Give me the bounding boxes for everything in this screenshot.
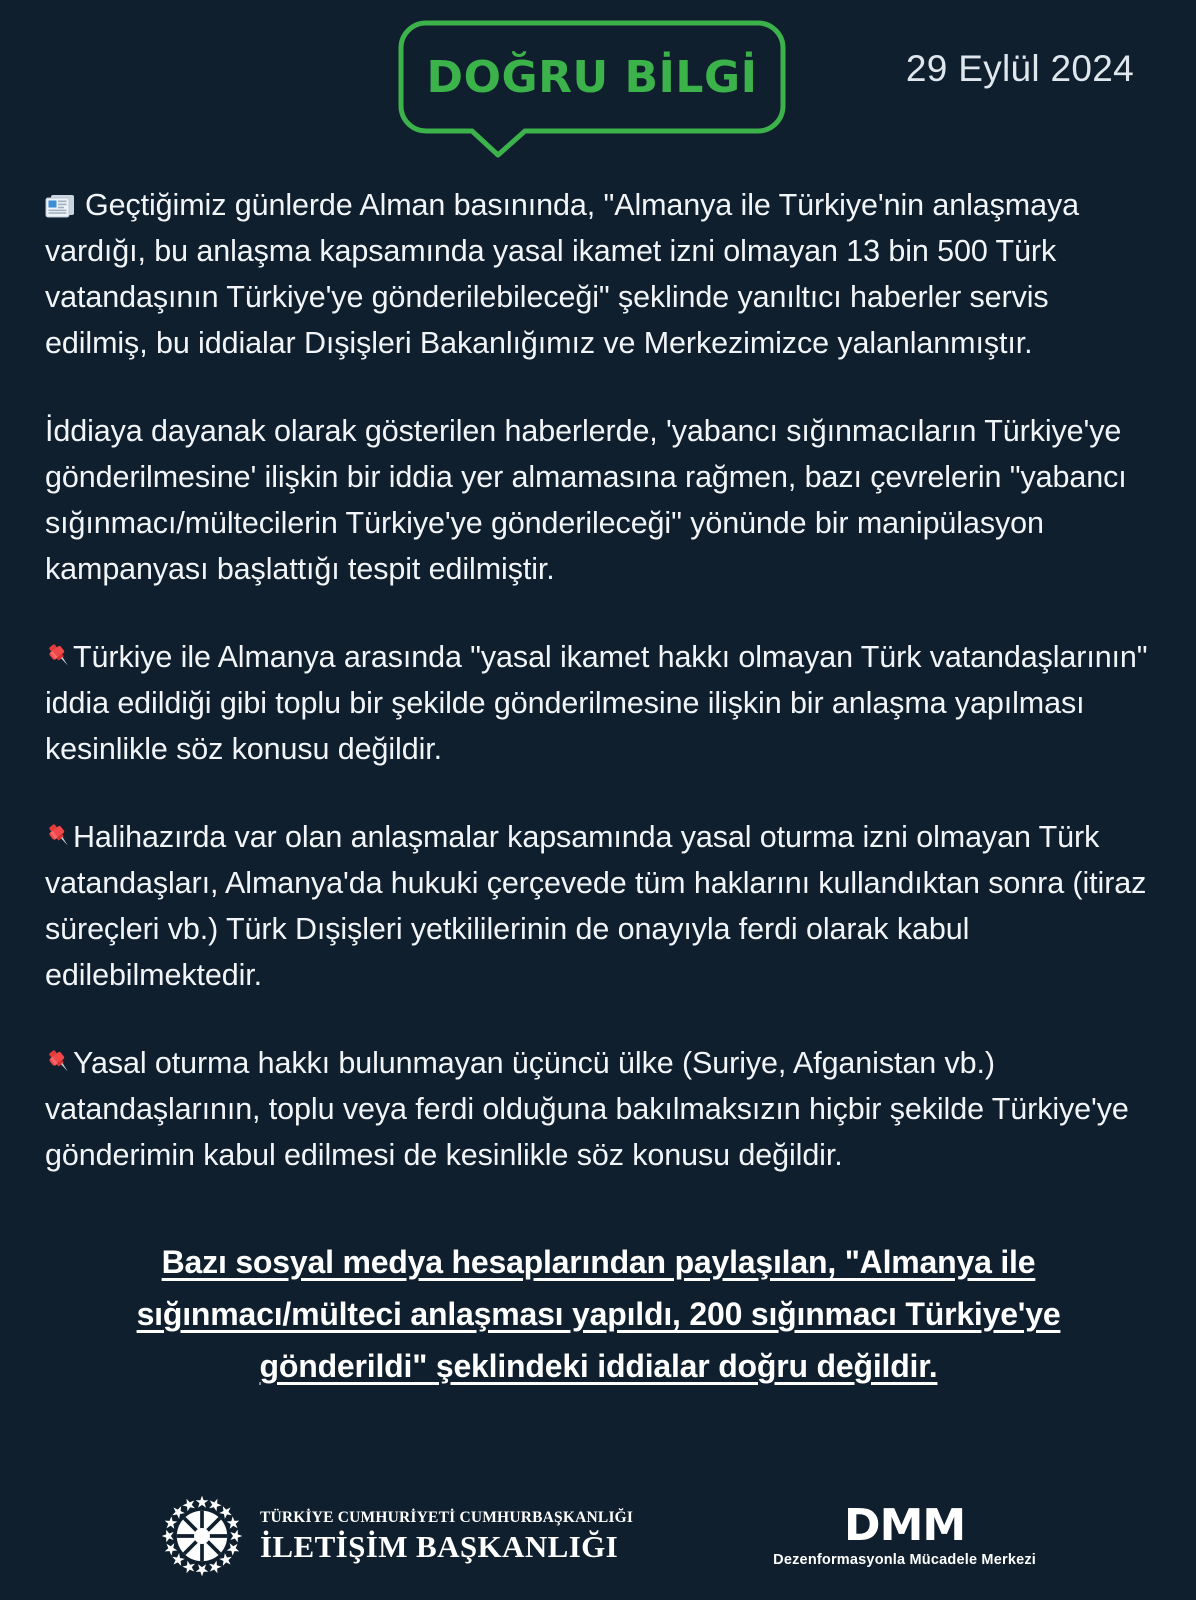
paragraph-5-text: Yasal oturma hakkı bulunmayan üçüncü ülke (Suriye, Afganistan vb.) vatandaşlarının, toplu veya ferdi olduğuna bakılmaksızın hiçbir şekilde Türkiye'ye gönderimin kabul edilmesi de kesinlikle söz konusu değildir.: [45, 1046, 1129, 1172]
pushpin-icon: [45, 1048, 72, 1076]
dmm-logo: [773, 1500, 1037, 1568]
dmm-acronym: DMM: [844, 1500, 966, 1551]
header: [0, 0, 1196, 160]
newspaper-icon: [45, 192, 75, 218]
iletisim-baskanligi-logo: [160, 1494, 633, 1578]
pushpin-icon: [45, 642, 72, 670]
paragraph-3: [45, 634, 1152, 772]
paragraph-5: [45, 1040, 1152, 1178]
paragraph-3-text: Türkiye ile Almanya arasında "yasal ikamet hakkı olmayan Türk vatandaşlarının" iddia edildiği gibi toplu bir şekilde gönderilmesine ilişkin bir anlaşma yapılması kesinlikle söz konusu değildir.: [45, 640, 1148, 766]
paragraph-4-text: Halihazırda var olan anlaşmalar kapsamında yasal oturma izni olmayan Türk vatandaşları, Almanya'da hukuki çerçevede tüm haklarını kullandıktan sonra (itiraz süreçleri vb.) Türk Dışişleri yetkililerinin de onayıyla ferdi olarak kabul edilebilmektedir.: [45, 820, 1147, 992]
presidency-rosette-icon: [160, 1494, 244, 1578]
footer: [0, 1494, 1196, 1578]
dmm-subtitle: Dezenformasyonla Mücadele Merkezi: [773, 1552, 1037, 1568]
article-body: [0, 160, 1196, 1392]
paragraph-1: [45, 182, 1152, 366]
iletisim-top-line: TÜRKİYE CUMHURİYETİ CUMHURBAŞKANLIĞI: [259, 1509, 634, 1527]
pushpin-icon: [45, 822, 72, 850]
paragraph-4: [45, 814, 1152, 998]
dogru-bilgi-badge: [400, 10, 784, 156]
dogru-bilgi-label: DOĞRU BİLGİ: [426, 51, 758, 103]
paragraph-2: [45, 408, 1152, 592]
paragraph-2-text: İddiaya dayanak olarak gösterilen haberlerde, 'yabancı sığınmacıların Türkiye'ye gönderilmesine' ilişkin bir iddia yer almamasına rağmen, bazı çevrelerin "yabancı sığınmacı/mültecilerin Türkiye'ye gönderileceği" yönünde bir manipülasyon kampanyası başlattığı tespit edilmiştir.: [45, 414, 1127, 586]
iletisim-main-line: İLETİŞİM BAŞKANLIĞI: [259, 1528, 619, 1564]
paragraph-1-text: Geçtiğimiz günlerde Alman basınında, "Almanya ile Türkiye'nin anlaşmaya vardığı, bu anlaşma kapsamında yasal ikamet izni olmayan 13 bin 500 Türk vatandaşının Türkiye'ye gönderilebileceği" şeklinde yanıltıcı haberler servis edilmiş, bu iddialar Dışişleri Bakanlığımız ve Merkezimizce yalanlanmıştır.: [45, 188, 1079, 360]
publish-date: 29 Eylül 2024: [905, 48, 1134, 89]
conclusion-statement: Bazı sosyal medya hesaplarından paylaşılan, "Almanya ile sığınmacı/mülteci anlaşması yapıldı, 200 sığınmacı Türkiye'ye gönderildi" şeklindeki iddialar doğru değildir.: [136, 1244, 1061, 1384]
